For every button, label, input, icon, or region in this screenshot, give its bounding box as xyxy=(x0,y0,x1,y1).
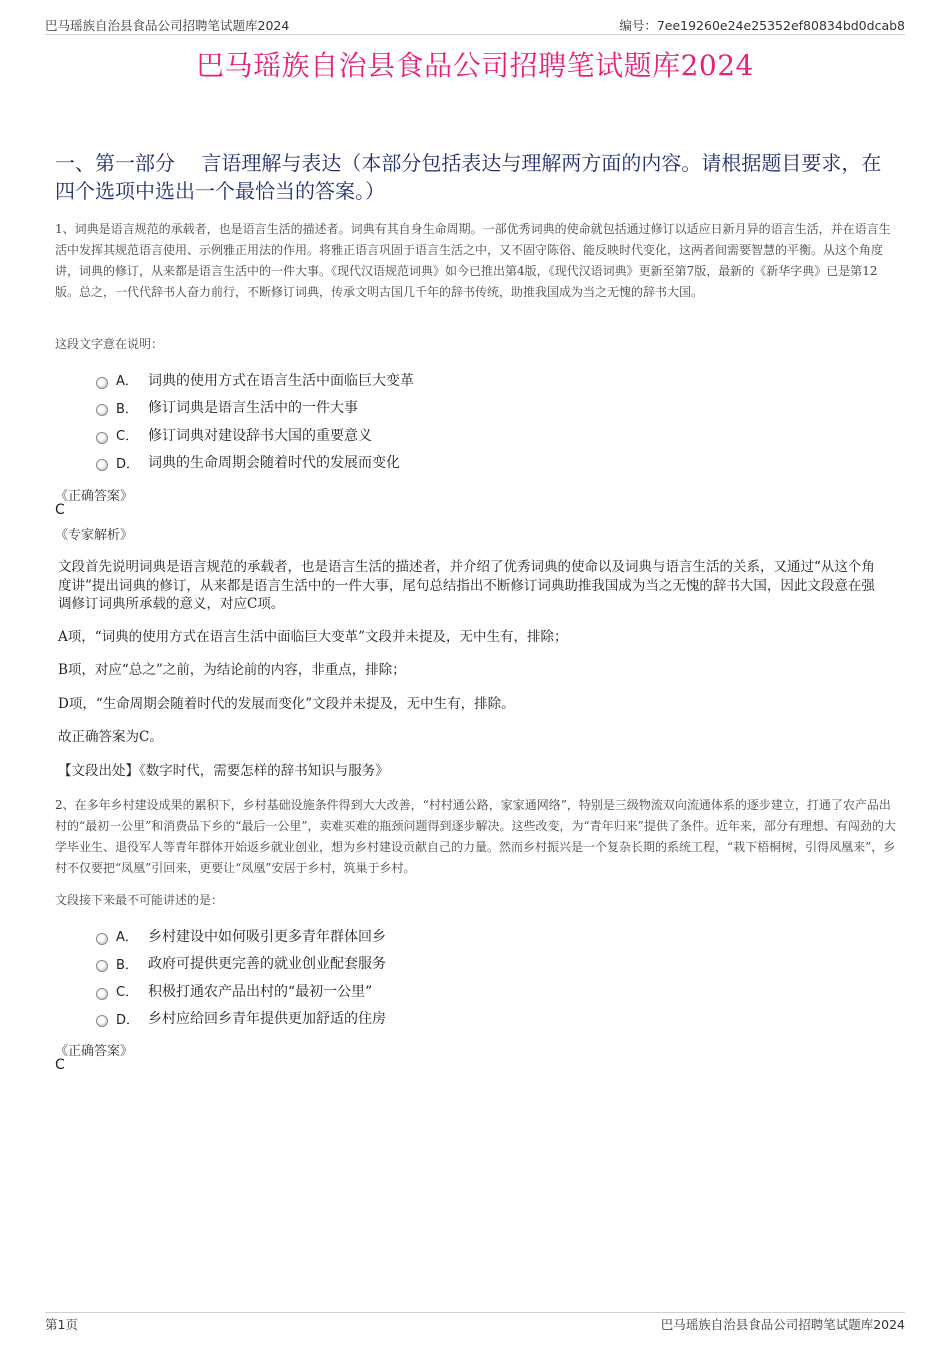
option-text: 政府可提供更完善的就业创业配套服务 xyxy=(148,956,386,973)
q1-analysis-label: 《专家解析》 xyxy=(55,528,134,543)
option-letter: C． xyxy=(116,429,139,445)
q2-answer-label: 《正确答案》 xyxy=(55,1044,134,1059)
option-letter: B． xyxy=(116,401,138,417)
q1-analysis-p4: D项，“生命周期会随着时代的发展而变化”文段并未提及，无中生有，排除。 xyxy=(58,696,515,712)
radio-icon[interactable] xyxy=(96,988,108,1000)
question-1-prompt: 这段文字意在说明： xyxy=(55,337,164,351)
option-text: 词典的生命周期会随着时代的发展而变化 xyxy=(148,455,400,472)
page-footer xyxy=(45,1312,905,1333)
q2-answer: C xyxy=(55,1057,65,1073)
q1-option-a[interactable] xyxy=(96,366,796,394)
q1-source: 【文段出处】《数字时代，需要怎样的辞书知识与服务》 xyxy=(58,763,389,779)
option-letter: A． xyxy=(116,930,138,946)
question-2-options xyxy=(96,922,796,1032)
q1-analysis-p2: A项，“词典的使用方式在语言生活中面临巨大变革”文段并未提及，无中生有，排除； xyxy=(58,629,568,645)
radio-icon[interactable] xyxy=(96,432,108,444)
q1-answer-label: 《正确答案》 xyxy=(55,489,134,504)
q1-analysis-p3: B项，对应“总之”之前，为结论前的内容，非重点，排除； xyxy=(58,662,406,678)
section-heading: 一、第一部分 言语理解与表达（本部分包括表达与理解两方面的内容。请根据题目要求，在四个选项中选出一个最恰当的答案。） xyxy=(55,151,882,203)
question-1-options xyxy=(96,366,796,476)
question-2-prompt: 文段接下来最不可能讲述的是： xyxy=(55,893,224,907)
option-letter: C． xyxy=(116,985,139,1001)
q2-option-d[interactable] xyxy=(96,1005,796,1033)
radio-icon[interactable] xyxy=(96,459,108,471)
q1-analysis-p1: 文段首先说明词典是语言规范的承载者，也是语言生活的描述者，并介绍了优秀词典的使命以及词典与语言生活的关系，又通过“从这个角度讲”提出词典的修订，从来都是语言生活中的一件大事，尾句总结指出不断修订词典助推我国成为当之无愧的辞书大国，因此文段意在强调修订词典所承载的意义，对应C项。 xyxy=(58,559,875,612)
question-2-text: 2、在多年乡村建设成果的累积下，乡村基础设施条件得到大大改善，“村村通公路，家家通网络”，特别是三级物流双向流通体系的逐步建立，打通了农产品出村的“最初一公里”和消费品下乡的“最后一公里”，卖难买难的瓶颈问题得到逐步解决。这些改变，为“青年归来”提供了条件。近年来，部分有理想、有闯劲的大学毕业生、退役军人等青年群体开始返乡就业创业，想为乡村建设贡献自己的力量。然而乡村振兴是一个复杂长期的系统工程，“栽下梧桐树，引得凤凰来”，乡村不仅要把“凤凰”引回来，更要让“凤凰”安居于乡村，筑巢于乡村。 xyxy=(55,798,896,875)
q2-option-b[interactable] xyxy=(96,950,796,978)
radio-icon[interactable] xyxy=(96,377,108,389)
option-text: 词典的使用方式在语言生活中面临巨大变革 xyxy=(148,372,414,389)
q2-option-c[interactable] xyxy=(96,977,796,1005)
footer-doc-name: 巴马瑶族自治县食品公司招聘笔试题库2024 xyxy=(660,1317,905,1332)
page-header xyxy=(45,14,905,35)
option-letter: D． xyxy=(116,456,140,472)
question-1-text: 1、词典是语言规范的承载者，也是语言生活的描述者。词典有其自身生命周期。一部优秀词典的使命就包括通过修订以适应日新月异的语言生活，并在语言生活中发挥其规范语言使用、示例雅正用法的作用。将雅正语言巩固于语言生活之中，又不固守陈俗、能反映时代变化，这两者间需要智慧的平衡。从这个角度讲，词典的修订，从来都是语言生活中的一件大事。《现代汉语规范词典》如今已推出第4版，《现代汉语词典》更新至第7版，最新的《新华字典》已是第12版。总之，一代代辞书人奋力前行，不断修订词典，传承文明古国几千年的辞书传统，助推我国成为当之无愧的辞书大国。 xyxy=(55,222,891,299)
radio-icon[interactable] xyxy=(96,1015,108,1027)
header-doc-id: 编号：7ee19260e24e25352ef80834bd0dcab8 xyxy=(619,18,905,33)
q1-option-d[interactable] xyxy=(96,449,796,477)
q1-analysis-p5: 故正确答案为C。 xyxy=(58,729,163,745)
radio-icon[interactable] xyxy=(96,933,108,945)
option-letter: A． xyxy=(116,374,138,390)
header-doc-name: 巴马瑶族自治县食品公司招聘笔试题库2024 xyxy=(45,18,290,33)
radio-icon[interactable] xyxy=(96,404,108,416)
option-letter: B． xyxy=(116,957,138,973)
q1-option-c[interactable] xyxy=(96,421,796,449)
q1-answer: C xyxy=(55,502,65,518)
option-text: 乡村应给回乡青年提供更加舒适的住房 xyxy=(148,1011,386,1028)
q1-option-b[interactable] xyxy=(96,394,796,422)
option-text: 修订词典对建设辞书大国的重要意义 xyxy=(148,427,372,444)
document-title: 巴马瑶族自治县食品公司招聘笔试题库2024 xyxy=(196,49,754,82)
option-text: 修订词典是语言生活中的一件大事 xyxy=(148,400,358,417)
option-letter: D． xyxy=(116,1012,140,1028)
page-number: 第1页 xyxy=(45,1317,78,1332)
option-text: 乡村建设中如何吸引更多青年群体回乡 xyxy=(148,928,386,945)
q2-option-a[interactable] xyxy=(96,922,796,950)
option-text: 积极打通农产品出村的“最初一公里” xyxy=(148,983,373,1000)
radio-icon[interactable] xyxy=(96,960,108,972)
